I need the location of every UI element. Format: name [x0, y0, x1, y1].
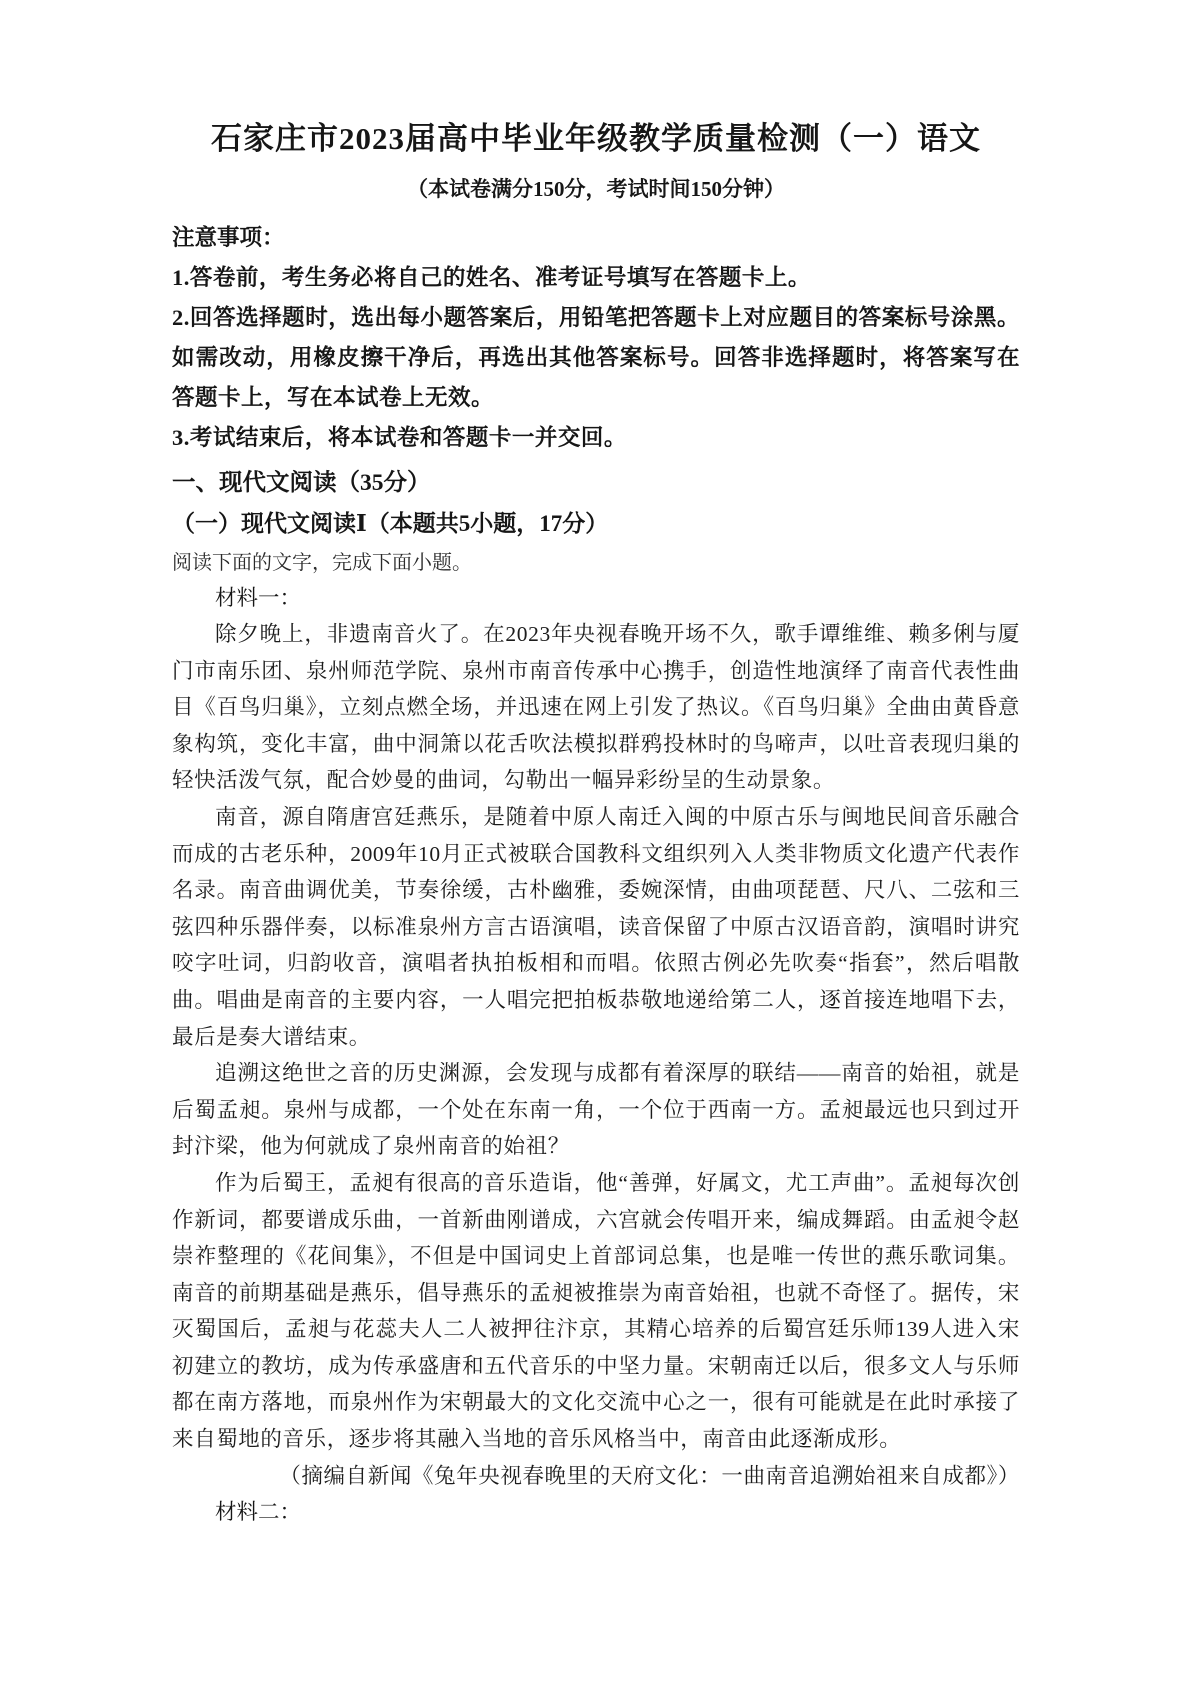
material-1-paragraph-4: 作为后蜀王，孟昶有很高的音乐造诣，他“善弹，好属文，尤工声曲”。孟昶每次创作新词，都要谱成乐曲，一首新曲刚谱成，六宫就会传唱开来，编成舞蹈。由孟昶令赵崇祚整理的《花间集》，不但是中国词史上首部词总集，也是唯一传世的燕乐歌词集。南音的前期基础是燕乐，倡导燕乐的孟昶被推崇为南音始祖，也就不奇怪了。据传，宋灭蜀国后，孟昶与花蕊夫人二人被押往汴京，其精心培养的后蜀宫廷乐师139人进入宋初建立的教坊，成为传承盛唐和五代音乐的中坚力量。宋朝南迁以后，很多文人与乐师都在南方落地，而泉州作为宋朝最大的文化交流中心之一，很有可能就是在此时承接了来自蜀地的音乐，逐步将其融入当地的音乐风格当中，南音由此逐渐成形。	[172, 1170, 1020, 1452]
notice-item-1: 1.答卷前，考生务必将自己的姓名、准考证号填写在答题卡上。	[172, 265, 811, 290]
material-1-paragraph-3: 追溯这绝世之音的历史渊源，会发现与成都有着深厚的联结——南音的始祖，就是后蜀孟昶。泉州与成都，一个处在东南一角，一个位于西南一方。孟昶最远也只到过开封汴梁，他为何就成了泉州南音的始祖？	[172, 1061, 1020, 1159]
material-1-paragraph-1: 除夕晚上，非遗南音火了。在2023年央视春晚开场不久，歌手谭维维、赖多俐与厦门市南乐团、泉州师范学院、泉州市南音传承中心携手，创造性地演绎了南音代表性曲目《百鸟归巢》，立刻点燃全场，并迅速在网上引发了热议。《百鸟归巢》全曲由黄昏意象构筑，变化丰富，曲中洞箫以花舌吹法模拟群鸦投林时的鸟啼声，以吐音表现归巢的轻快活泼气氛，配合妙曼的曲词，勾勒出一幅异彩纷呈的生动景象。	[172, 622, 1020, 793]
material-2-label: 材料二：	[215, 1500, 302, 1525]
notice-item-3: 3.考试结束后，将本试卷和答题卡一并交回。	[172, 425, 627, 450]
material-1-label: 材料一：	[215, 586, 302, 610]
material-1-paragraph-2: 南音，源自隋唐宫廷燕乐，是随着中原人南迁入闽的中原古乐与闽地民间音乐融合而成的古老乐种，2009年10月正式被联合国教科文组织列入人类非物质文化遗产代表作名录。南音曲调优美，节奏徐缓，古朴幽雅，委婉深情，由曲项琵琶、尺八、二弦和三弦四种乐器伴奏，以标准泉州方言古语演唱，读音保留了中原古汉语音韵，演唱时讲究咬字吐词，归韵收音，演唱者执拍板相和而唱。依照古例必先吹奏“指套”，然后唱散曲。唱曲是南音的主要内容，一人唱完把拍板恭敬地递给第二人，逐首接连地唱下去，最后是奏大谱结束。	[172, 804, 1020, 1049]
page-subtitle: （本试卷满分150分，考试时间150分钟）	[407, 177, 785, 201]
subsection-heading-reading-1: （一）现代文阅读Ⅰ（本题共5小题，17分）	[172, 511, 609, 536]
section-heading-modern-text-reading: 一、现代文阅读（35分）	[172, 470, 431, 496]
page-title: 石家庄市2023届高中毕业年级教学质量检测（一）语文	[211, 121, 981, 156]
notice-label: 注意事项：	[172, 225, 285, 250]
notice-item-2: 2.回答选择题时，选出每小题答案后，用铅笔把答题卡上对应题目的答案标号涂黑。如需改动，用橡皮擦干净后，再选出其他答案标号。回答非选择题时，将答案写在答题卡上，写在本试卷上无效。	[172, 305, 1020, 410]
reading-instruction: 阅读下面的文字，完成下面小题。	[172, 552, 472, 574]
material-1-attribution: （摘编自新闻《兔年央视春晚里的天府文化：一曲南音追溯始祖来自成都》）	[279, 1463, 1020, 1488]
